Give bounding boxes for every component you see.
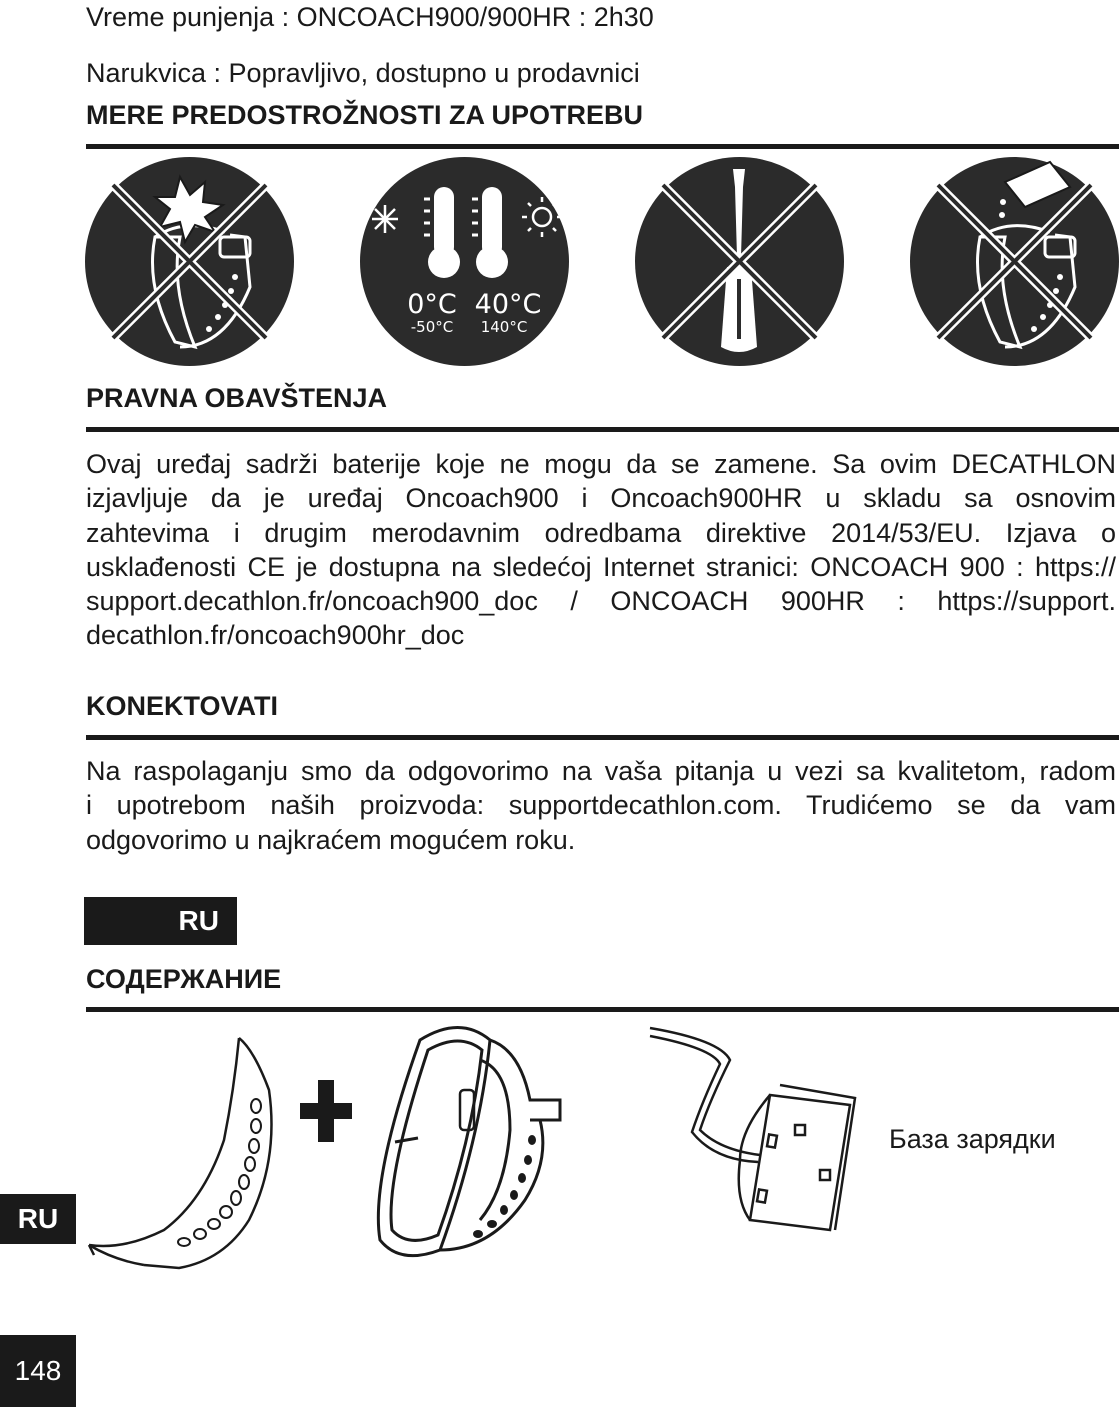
contact-rule [86,735,1119,740]
contact-line: Na raspolaganju smo da odgovorimo na vaša pitanja u vezi sa kvalitetom, radom [86,756,1116,786]
precautions-rule [86,144,1119,149]
precautions-heading: MERE PREDOSTROŽNOSTI ZA UPOTREBU [86,100,644,130]
snowflake-icon [372,205,398,233]
temp-high-f-label: 140°C [480,318,528,336]
contact-paragraph [86,754,1116,857]
contact-line: i upotrebom naših proizvoda: supportdecathlon.com. Trudićemo se da vam [86,790,1116,821]
legal-line: usklađenosti CE je dostupna na sledećoj Internet stranici: ONCOACH 900 : https:// [86,551,1116,582]
strap-illustration [84,1030,294,1280]
legal-rule [86,427,1119,432]
watch-illustration [360,1020,570,1270]
no-screwdriver-icon [635,157,844,366]
legal-line: zahtevima i drugim merodavnim odredbama direktive 2014/53/EU. Izjava o [86,517,1116,548]
temp-low-label: 0°C [407,289,457,320]
contact-heading: KONEKTOVATI [86,691,279,721]
temp-high-label: 40°C [474,289,542,320]
temperature-range-icon [360,157,569,366]
contact-line: odgovorimo u najkraćem mogućem roku. [86,824,576,855]
legal-line: decathlon.fr/oncoach900hr_doc [86,620,465,651]
temp-low-f-label: -50°C [410,318,454,336]
legal-line: izjavljuje da je uređaj Oncoach900 i Oncoach900HR u skladu sa osnovim [86,483,1116,514]
legal-line: support.decathlon.fr/oncoach900_doc / ONCOACH 900HR : https://support. [86,586,1116,617]
bracelet-text: Narukvica : Popravljivo, dostupno u prodavnici [86,58,640,88]
side-language-tab: RU [0,1194,76,1244]
contents-heading: СОДЕРЖАНИЕ [86,964,282,994]
charging-base-illustration [640,1020,870,1250]
charging-base-label: База зарядки [889,1124,1056,1154]
no-impact-icon [85,157,294,366]
language-badge: RU [84,897,237,945]
legal-line: Ovaj uređaj sadrži baterije koje ne mogu da se zamene. Sa ovim DECATHLON [86,449,1116,479]
no-chemicals-icon [910,157,1119,366]
legal-heading: PRAVNA OBAVŠTENJA [86,383,388,413]
plus-icon [300,1080,352,1142]
contents-rule [86,1007,1119,1012]
charging-time-text: Vreme punjenja : ONCOACH900/900HR : 2h30 [86,2,654,32]
page-number: 148 [0,1335,76,1407]
legal-paragraph [86,447,1116,653]
